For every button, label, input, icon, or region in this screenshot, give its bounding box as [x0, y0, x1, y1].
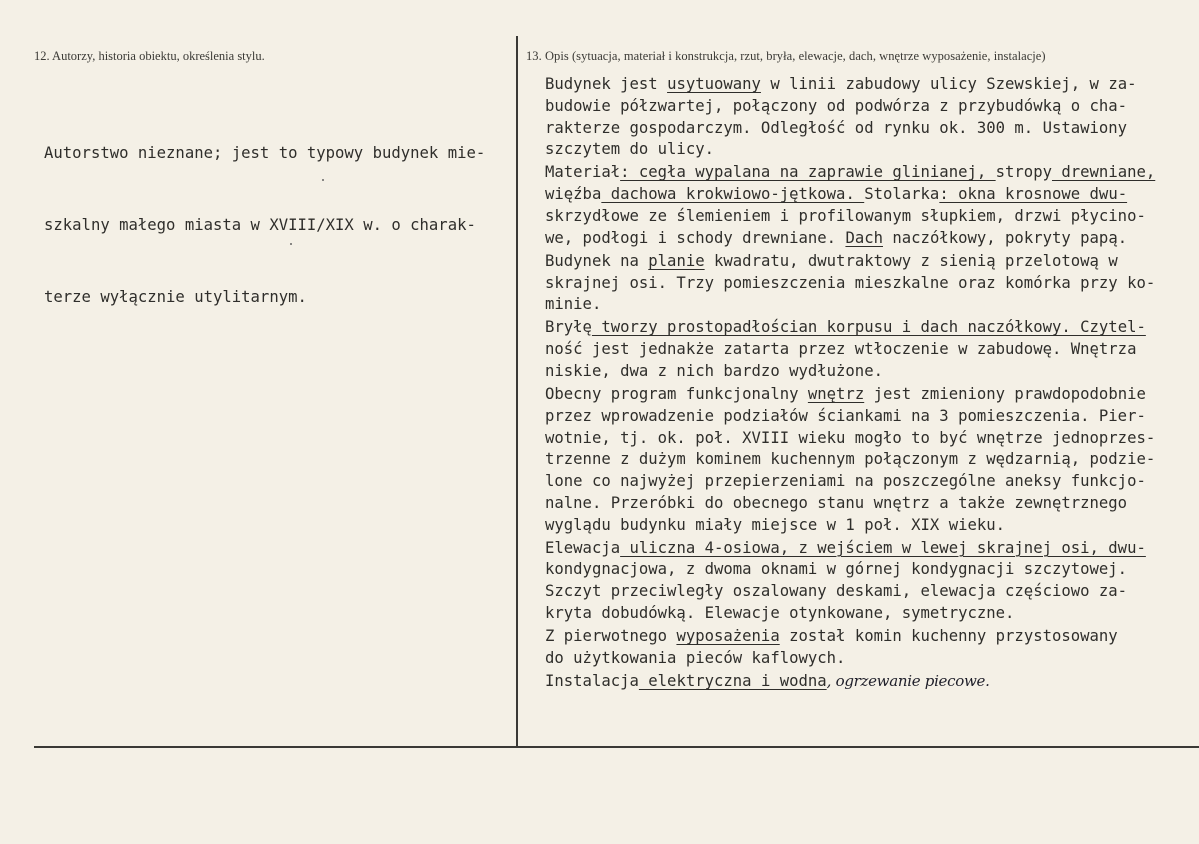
text-segment: szczytem do ulicy. [545, 140, 714, 159]
text-line [545, 361, 1155, 383]
text-segment: niskie, dwa z nich bardzo wydłużone. [545, 361, 883, 380]
text-line [545, 581, 1155, 603]
text-line [545, 515, 1155, 537]
description-text [545, 74, 1155, 693]
section-12-header: 12. Autorzy, historia obiektu, określenia stylu. [34, 49, 265, 63]
text-segment: więźba [545, 185, 602, 204]
text-line [545, 251, 1155, 273]
text-segment: wyglądu budynku miały miejsce w 1 poł. XIX wieku. [545, 515, 1006, 534]
text-segment: Materiał [545, 163, 621, 182]
underlined-keyword: elektryczna i wodna [638, 671, 827, 690]
underlined-keyword: dachowa krokwiowo-jętkowa. [601, 185, 865, 204]
underlined-keyword: wyposażenia [676, 627, 780, 646]
text-line [545, 428, 1155, 450]
text-line [545, 626, 1155, 648]
text-line [545, 206, 1155, 228]
text-segment: we, podłogi i schody drewniane. [545, 228, 846, 247]
text-line [545, 603, 1155, 625]
text-segment: jest zmieniony prawdopodobnie [864, 384, 1146, 403]
text-segment: stropy [995, 163, 1052, 182]
text-segment: Bryłę [545, 318, 592, 337]
underlined-keyword: tworzy prostopadłościan korpusu i dach naczółkowy. Czytel- [591, 318, 1146, 337]
text-segment: Obecny program funkcjonalny [545, 384, 808, 403]
text-segment: Instalacja [545, 671, 639, 690]
text-segment: Budynek na [545, 251, 649, 270]
text-segment: skrajnej osi. Trzy pomieszczenia mieszkalne oraz komórka przy ko- [545, 273, 1156, 292]
text-line [545, 317, 1155, 339]
text-segment: nalne. Przeróbki do obecnego stanu wnętrz a także zewnętrznego [545, 493, 1128, 512]
paper-speck [290, 243, 292, 245]
text-line [545, 449, 1155, 471]
text-segment: do użytkowania pieców kaflowych. [545, 648, 846, 667]
text-line [545, 118, 1155, 140]
text-line [545, 184, 1155, 206]
text-segment: naczółkowy, pokryty papą. [883, 228, 1128, 247]
underlined-keyword: : okna krosnowe dwu- [939, 185, 1128, 204]
underlined-keyword: : cegła wypalana na zaprawie glinianej, [620, 163, 996, 182]
text-line [545, 228, 1155, 250]
bottom-rule [34, 746, 1199, 748]
text-line [545, 671, 1155, 693]
text-segment: kwadratu, dwutraktowy z sienią przelotową w [704, 251, 1118, 270]
text-line [545, 559, 1155, 581]
text-segment: Budynek jest [545, 75, 668, 93]
text-line [545, 273, 1155, 295]
underlined-keyword: planie [648, 251, 705, 270]
text-segment: rakterze gospodarczym. Odległość od rynku ok. 300 m. Ustawiony [545, 118, 1128, 137]
text-segment: Stolarka [864, 185, 940, 204]
text-segment: Z pierwotnego [545, 627, 677, 646]
underlined-keyword: usytuowany [667, 75, 761, 93]
underlined-keyword: uliczna 4-osiowa, z wejściem w lewej skrajnej osi, dwu- [620, 538, 1146, 557]
underlined-keyword: drewniane, [1051, 163, 1156, 182]
text-segment: skrzydłowe ze ślemieniem i profilowanym słupkiem, drzwi płycino- [545, 206, 1146, 225]
text-segment: ność jest jednakże zatarta przez wtłoczenie w zabudowę. Wnętrza [545, 340, 1137, 359]
text-line: Autorstwo nieznane; jest to typowy budynek mie- [44, 144, 486, 162]
text-line [545, 384, 1155, 406]
text-line [545, 406, 1155, 428]
text-segment: minie. [545, 295, 602, 314]
text-segment: Szczyt przeciwległy oszalowany deskami, elewacja częściowo za- [545, 582, 1128, 601]
text-segment: Elewacja [545, 538, 621, 557]
text-segment: budowie półzwartej, połączony od podwórza z przybudówką o cha- [545, 96, 1128, 115]
text-segment: przez wprowadzenie podziałów ściankami na 3 pomieszczenia. Pier- [545, 406, 1146, 425]
handwritten-note: , ogrzewanie piecowe. [826, 671, 990, 690]
text-line [545, 294, 1155, 316]
text-line [545, 139, 1155, 161]
text-line: szkalny małego miasta w XVIII/XIX w. o charak- [44, 216, 476, 234]
underlined-keyword: Dach [845, 228, 883, 247]
text-segment: trzenne z dużym kominem kuchennym połączonym z wędzarnią, podzie- [545, 450, 1156, 469]
text-segment: w linii zabudowy ulicy Szewskiej, w za- [760, 75, 1137, 93]
text-line [545, 162, 1155, 184]
text-segment: wotnie, tj. ok. poł. XVIII wieku mogło to być wnętrze jednoprzes- [545, 428, 1156, 447]
column-divider [516, 36, 518, 748]
text-line [545, 648, 1155, 670]
text-line [545, 538, 1155, 560]
text-line [545, 339, 1155, 361]
text-line [545, 96, 1155, 118]
text-segment: kondygnacjowa, z dwoma oknami w górnej kondygnacji szczytowej. [545, 560, 1128, 579]
paper-speck [322, 179, 324, 181]
text-segment: kryta dobudówką. Elewacje otynkowane, symetryczne. [545, 604, 1015, 623]
text-line: terze wyłącznie utylitarnym. [44, 288, 307, 306]
authors-history-text [44, 93, 485, 357]
text-segment: został komin kuchenny przystosowany [779, 627, 1118, 646]
text-line [545, 471, 1155, 493]
underlined-keyword: wnętrz [807, 384, 865, 403]
section-13-header: 13. Opis (sytuacja, materiał i konstrukcja, rzut, bryła, elewacje, dach, wnętrze wyposażenie, instalacje) [526, 49, 1046, 63]
text-line [545, 74, 1155, 96]
text-segment: lone co najwyżej przepierzeniami na poszczególne aneksy funkcjo- [545, 472, 1146, 491]
text-line [545, 493, 1155, 515]
